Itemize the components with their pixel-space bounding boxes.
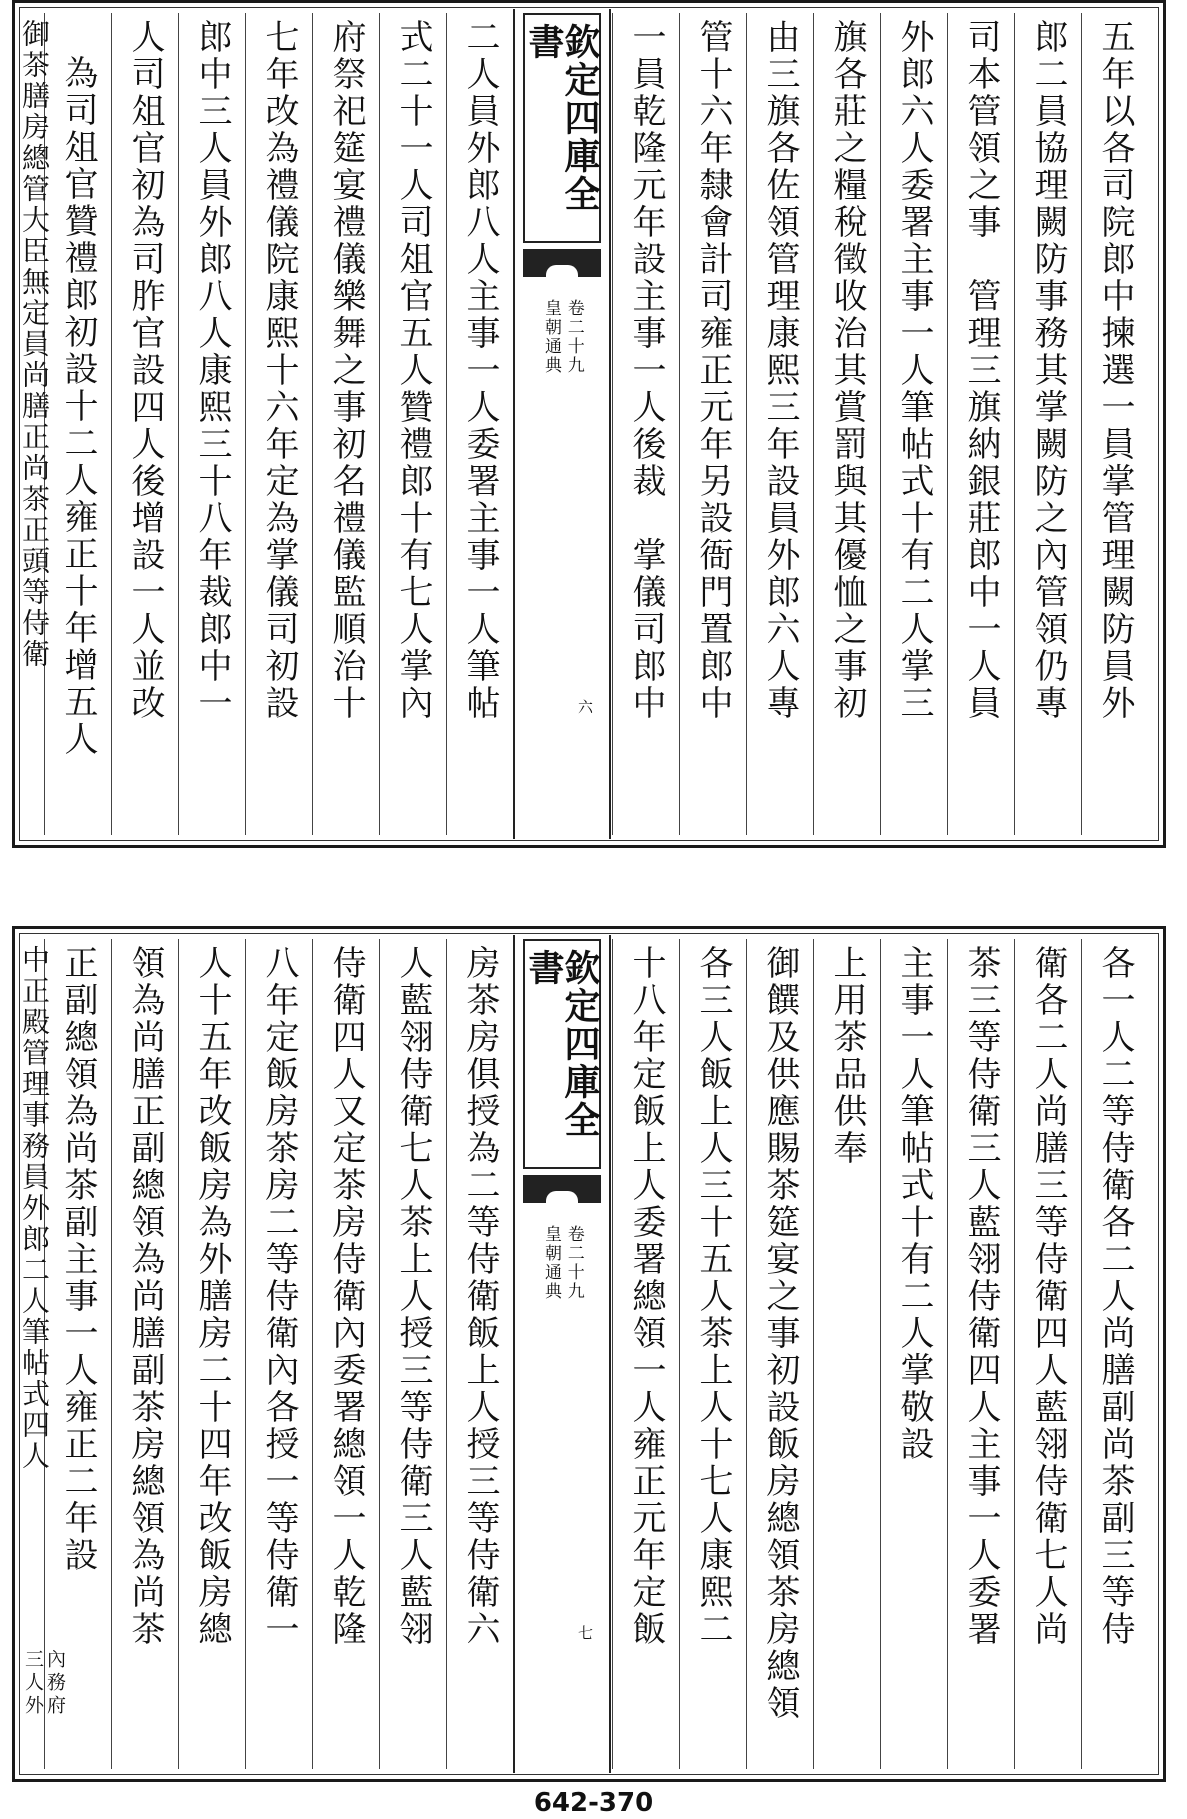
text-column: 各三人飯上人三十五人茶上人十七人康熙二	[679, 939, 746, 1769]
text-column: 主事一人筆帖式十有二人掌敬設	[880, 939, 947, 1769]
text-column: 御茶膳房總管大臣無定員尚膳正尚茶正頭等侍衛	[18, 19, 51, 670]
text-column: 司本管領之事 管理三旗納銀莊郎中一人員	[947, 13, 1014, 835]
text-column: 房茶房俱授為二等侍衛飯上人授三等侍衛六	[446, 939, 513, 1769]
text-column: 八年定飯房茶房二等侍衛內各授一等侍衛一	[245, 939, 312, 1769]
text-column: 茶三等侍衛三人藍翎侍衛四人主事一人委署	[947, 939, 1014, 1769]
text-column: 式二十一人司俎官五人贊禮郎十有七人掌內	[379, 13, 446, 835]
text-column: 管十六年隸會計司雍正元年另設衙門置郎中	[679, 13, 746, 835]
text-column: 郎二員協理闕防事務其掌闕防之內管領仍專	[1014, 13, 1081, 835]
folio-number: 六	[576, 699, 594, 714]
text-column: 五年以各司院郎中揀選一員掌管理闕防員外	[1081, 13, 1148, 835]
center-fold	[513, 9, 611, 839]
text-column: 二人員外郎八人主事一人委署主事一人筆帖	[446, 13, 513, 835]
text-column: 一員乾隆元年設主事一人後裁 掌儀司郎中	[612, 13, 679, 835]
book-title: 欽定四庫全書	[523, 939, 601, 1169]
center-fold	[513, 935, 611, 1773]
book-title: 欽定四庫全書	[523, 13, 601, 243]
book-info: 皇朝通典 卷二十九	[541, 1225, 584, 1301]
text-column: 各一人二等侍衛各二人尚膳副尚茶副三等侍	[1081, 939, 1148, 1769]
text-column: 十八年定飯上人委署總領一人雍正元年定飯	[612, 939, 679, 1769]
text-column: 御饌及供應賜茶筵宴之事初設飯房總領茶房總領	[746, 939, 813, 1769]
text-column: 人司俎官初為司胙官設四人後增設一人並改	[111, 13, 178, 835]
book-info: 皇朝通典 卷二十九	[541, 299, 584, 375]
text-column: 外郎六人委署主事一人筆帖式十有二人掌三	[880, 13, 947, 835]
text-column: 府祭祀筵宴禮儀樂舞之事初名禮儀監順治十	[312, 13, 379, 835]
text-column: 為司俎官贊禮郎初設十二人雍正十年增五人	[44, 13, 111, 835]
text-column: 衛各二人尚膳三等侍衛四人藍翎侍衛七人尚	[1014, 939, 1081, 1769]
text-column: 由三旗各佐領管理康熙三年設員外郎六人專	[746, 13, 813, 835]
text-column: 領為尚膳正副總領為尚膳副茶房總領為尚茶	[111, 939, 178, 1769]
text-column: 人十五年改飯房為外膳房二十四年改飯房總	[178, 939, 245, 1769]
text-column: 七年改為禮儀院康熙十六年定為掌儀司初設	[245, 13, 312, 835]
folio-number: 七	[576, 1625, 594, 1640]
text-column: 郎中三人員外郎八人康熙三十八年裁郎中一	[178, 13, 245, 835]
fish-tail-ornament	[523, 249, 601, 277]
text-column: 正副總領為尚茶副主事一人雍正二年設	[44, 939, 111, 1769]
text-column: 人藍翎侍衛七人茶上人授三等侍衛三人藍翎	[379, 939, 446, 1769]
text-column: 侍衛四人又定茶房侍衛內委署總領一人乾隆	[312, 939, 379, 1769]
bottom-page	[12, 926, 1166, 1782]
page-footer: 642-370	[533, 1788, 654, 1818]
fish-tail-ornament	[523, 1175, 601, 1203]
text-column: 上用茶品供奉	[813, 939, 880, 1769]
text-column: 旗各莊之糧稅徵收治其賞罰與其優恤之事初	[813, 13, 880, 835]
interlinear-note: 內務府 三人外	[22, 1649, 66, 1718]
text-column: 中正殿管理事務員外郎二人筆帖式四人	[18, 945, 51, 1472]
top-page	[12, 0, 1166, 848]
